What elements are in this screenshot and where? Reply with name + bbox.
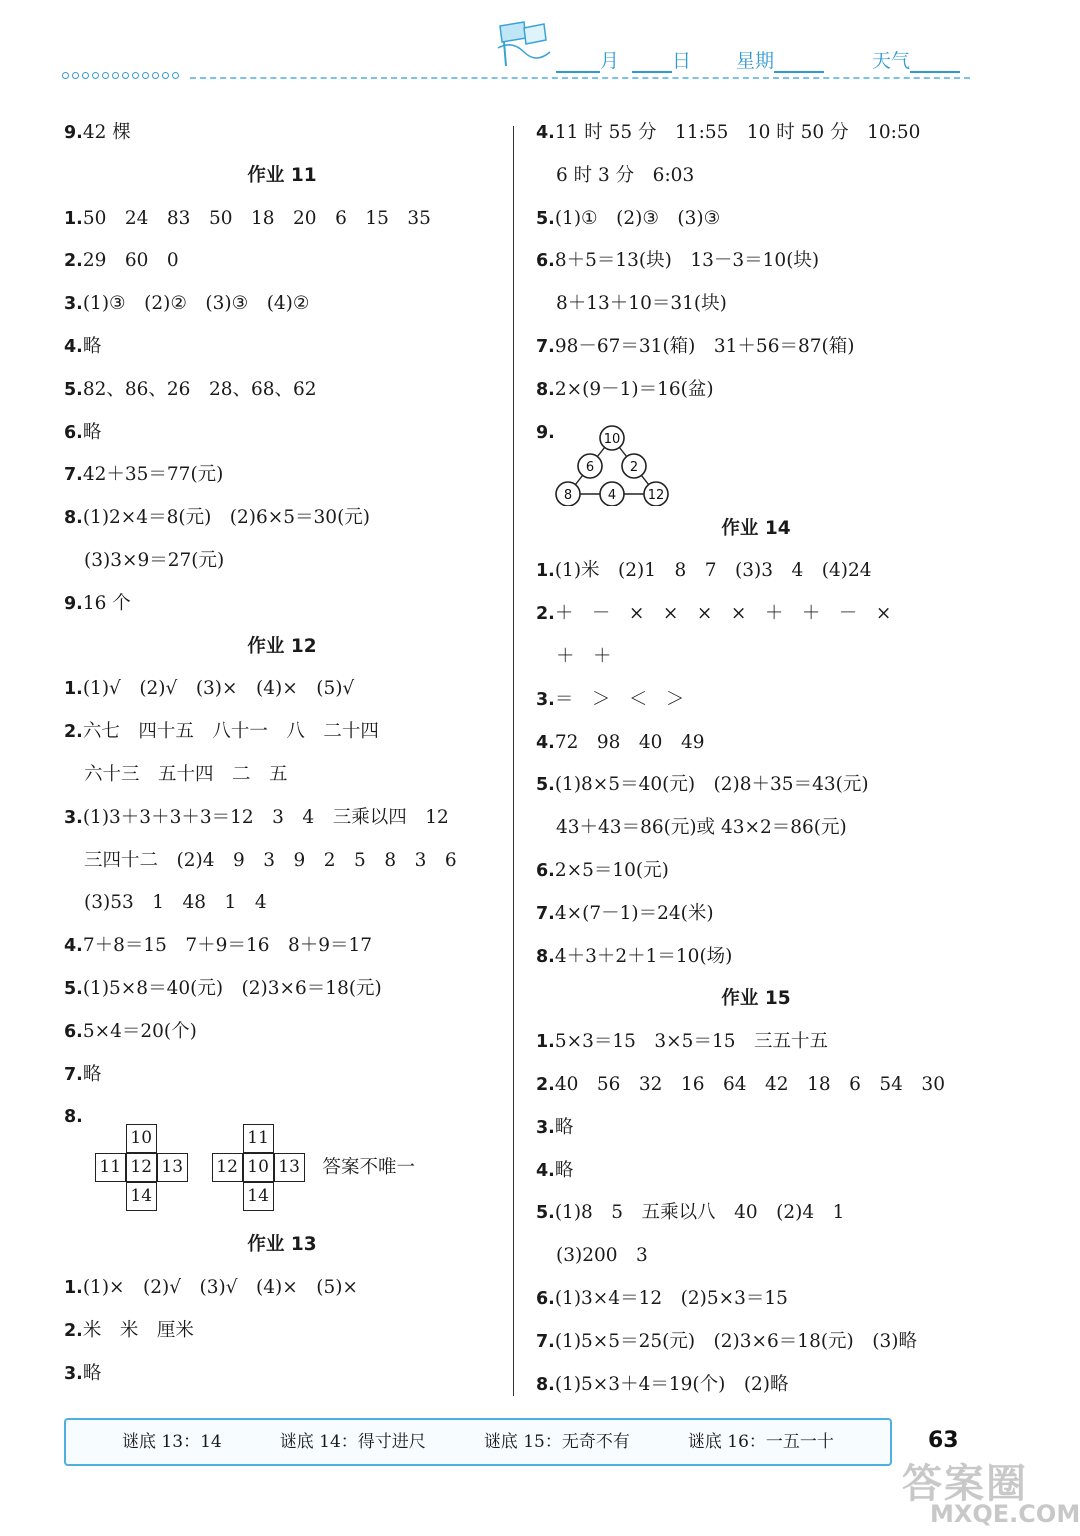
- item-number: 5.: [536, 775, 555, 796]
- answer-text: 42＋35＝77(元): [82, 464, 224, 486]
- answer-row: [536, 679, 976, 722]
- dot-icon: [92, 72, 99, 79]
- item-number: 2.: [536, 604, 555, 625]
- answer-text: ＝ ＞ ＜ ＞: [554, 688, 685, 710]
- item-number: 4.: [64, 336, 83, 357]
- answer-text: (1)× (2)√ (3)√ (4)× (5)×: [82, 1277, 358, 1299]
- answer-text: (1)3＋3＋3＋3＝12 3 4 三乘以四 12: [82, 806, 449, 828]
- answer-row: [536, 764, 976, 807]
- answer-row: [64, 583, 500, 626]
- answer-row: [64, 369, 500, 412]
- item-number: 1.: [64, 1278, 83, 1299]
- answer-text: 2×(9－1)＝16(盆): [554, 378, 714, 400]
- circle-value-mid-left: 6: [585, 459, 595, 475]
- item-number: 3.: [536, 1117, 555, 1138]
- weekday-blank[interactable]: [774, 53, 824, 73]
- answer-row: [64, 925, 500, 968]
- answer-text: 5×4＝20(个): [82, 1020, 197, 1042]
- item-number: 7.: [64, 465, 83, 486]
- riddle-answer-bar: [64, 1418, 892, 1466]
- watermark-logo: 答案圈: [902, 1461, 1028, 1507]
- weather-blank[interactable]: [910, 53, 960, 73]
- dot-icon: [132, 72, 139, 79]
- answer-row: [536, 1364, 976, 1407]
- item-number: 8.: [536, 379, 555, 400]
- section-title-hw13: 作业 13: [247, 1234, 317, 1256]
- answer-text: 11 时 55 分 11:55 10 时 50 分 10:50: [554, 122, 921, 143]
- watermark-url: MXQE.COM: [930, 1500, 1080, 1528]
- answer-text: 略: [554, 1116, 574, 1138]
- dot-icon: [162, 72, 169, 79]
- answer-text: (1)③ (2)② (3)③ (4)②: [82, 293, 310, 315]
- item-number: 5.: [536, 1203, 555, 1224]
- grid-cell-bottom: 14: [243, 1182, 274, 1211]
- answer-row: [64, 198, 500, 241]
- circle-value-bot-mid: 4: [607, 487, 617, 503]
- item-number: 8.: [64, 508, 83, 529]
- answer-text: 6 时 3 分 6:03: [556, 164, 695, 186]
- column-divider: [513, 126, 514, 1396]
- item-number: 6.: [64, 422, 83, 443]
- item-number: 1.: [64, 208, 83, 229]
- item-number: 3.: [64, 294, 83, 315]
- answer-text: 40 56 32 16 64 42 18 6 54 30: [554, 1073, 945, 1095]
- answer-row-continuation: [64, 840, 500, 883]
- riddle-answer-15: 谜底 15：无奇不有: [483, 1432, 630, 1452]
- answer-row-continuation: [536, 636, 976, 679]
- item-number: 8.: [536, 946, 555, 967]
- answer-row: [536, 369, 976, 412]
- answer-row: [536, 1150, 976, 1193]
- cross-grid-1: [95, 1124, 188, 1211]
- month-field[interactable]: [556, 46, 619, 73]
- answer-text: (1)5×8＝40(元) (2)3×6＝18(元): [82, 977, 382, 999]
- answer-text: (1)2×4＝8(元) (2)6×5＝30(元): [82, 507, 371, 529]
- item-number: 7.: [536, 903, 555, 924]
- weekday-field[interactable]: [736, 46, 824, 73]
- item-number: 5.: [64, 978, 83, 999]
- grid-cell-empty: [157, 1124, 188, 1153]
- grid-cell-empty: [274, 1182, 305, 1211]
- item-number: 5.: [536, 208, 555, 229]
- answer-row: [536, 326, 976, 369]
- answer-text: ＋ ＋: [556, 645, 612, 667]
- answer-row: [64, 797, 500, 840]
- answer-row: [64, 454, 500, 497]
- page-header: [0, 0, 1080, 90]
- grid-cell-top: 10: [126, 1124, 157, 1153]
- grid-cell-empty: [95, 1182, 126, 1211]
- grid-cell-empty: [212, 1124, 243, 1153]
- answer-text: 六七 四十五 八十一 八 二十四: [82, 721, 379, 743]
- section-title-hw11: 作业 11: [247, 164, 317, 186]
- grid-cell-empty: [212, 1182, 243, 1211]
- answer-row: [536, 850, 976, 893]
- item-number: 6.: [536, 251, 555, 272]
- answer-text: 5×3＝15 3×5＝15 三五十五: [554, 1031, 828, 1053]
- answer-text: 98－67＝31(箱) 31＋56＝87(箱): [554, 335, 855, 357]
- grid-cell-top: 11: [243, 1124, 274, 1153]
- circle-value-bot-left: 8: [563, 487, 573, 503]
- circle-value-top: 10: [603, 431, 621, 447]
- answer-row: [64, 1054, 500, 1097]
- answer-row: [536, 1192, 976, 1235]
- cross-grid: [95, 1124, 188, 1211]
- answer-row: [536, 1107, 976, 1150]
- answer-row: [64, 668, 500, 711]
- answer-row: [536, 1321, 976, 1364]
- item-number: 6.: [536, 1288, 555, 1309]
- answer-text: 8＋5＝13(块) 13－3＝10(块): [554, 250, 820, 272]
- grid-cell-empty: [95, 1124, 126, 1153]
- item-number: 3.: [64, 1363, 83, 1384]
- answer-row-continuation: [536, 283, 976, 326]
- answer-text: 六十三 五十四 二 五: [84, 763, 288, 785]
- cross-grid-2: [212, 1124, 305, 1211]
- answer-row-continuation: [536, 807, 976, 850]
- answer-row: [536, 1278, 976, 1321]
- answer-text: 29 60 0: [82, 250, 179, 272]
- item-number: 1.: [536, 1032, 555, 1053]
- answer-row-continuation: [536, 1235, 976, 1278]
- answer-row: [64, 711, 500, 754]
- answer-note: 答案不唯一: [322, 1157, 416, 1179]
- circle-value-mid-right: 2: [629, 459, 639, 475]
- answer-text: 50 24 83 50 18 20 6 15 35: [82, 207, 431, 229]
- answer-text: (1)5×3＋4＝19(个) (2)略: [554, 1373, 789, 1395]
- answer-row-continuation: [64, 754, 500, 797]
- circle-value-bot-right: 12: [647, 487, 665, 503]
- section-title-hw15: 作业 15: [721, 988, 791, 1010]
- answer-text: (1)√ (2)√ (3)× (4)× (5)√: [82, 678, 355, 700]
- grid-cell-left: 12: [212, 1153, 243, 1182]
- answer-text: (1)3×4＝12 (2)5×3＝15: [554, 1287, 788, 1309]
- answer-text: (1)① (2)③ (3)③: [554, 207, 721, 229]
- page-number: 63: [928, 1428, 959, 1453]
- answer-row: [64, 283, 500, 326]
- weather-field[interactable]: [872, 46, 960, 73]
- item-number: 1.: [64, 679, 83, 700]
- flag-decoration-icon: [494, 18, 554, 70]
- answer-row: [64, 1011, 500, 1054]
- answer-row: [536, 1021, 976, 1064]
- dot-icon: [102, 72, 109, 79]
- answer-row: [64, 1267, 500, 1310]
- answer-row: [64, 1353, 500, 1396]
- riddle-answer-16: 谜底 16：一五一十: [687, 1432, 834, 1452]
- item-number: 6.: [536, 860, 555, 881]
- answer-row: [64, 240, 500, 283]
- answer-text: 16 个: [82, 592, 131, 614]
- section-title-hw12: 作业 12: [247, 635, 317, 657]
- answer-row: [536, 240, 976, 283]
- answer-text: 略: [82, 1362, 102, 1384]
- dot-icon: [82, 72, 89, 79]
- riddle-answer-13: 谜底 13：14: [122, 1432, 222, 1452]
- item-number: 4.: [536, 732, 555, 753]
- item-number: 2.: [64, 722, 83, 743]
- answer-text: 略: [82, 335, 102, 357]
- answer-text: 8＋13＋10＝31(块): [556, 293, 727, 315]
- item-number: 7.: [64, 1064, 83, 1085]
- grid-cell-center: 10: [243, 1153, 274, 1182]
- answer-row: [64, 968, 500, 1011]
- weekday-label: 星期: [736, 50, 775, 72]
- answer-text: 42 棵: [82, 122, 131, 143]
- answer-text: 略: [82, 421, 102, 443]
- grid-cell-right: 13: [274, 1153, 305, 1182]
- section-title-hw14: 作业 14: [721, 517, 791, 539]
- cross-grid: [212, 1124, 305, 1211]
- answer-row-continuation: [64, 540, 500, 583]
- dot-icon: [62, 72, 69, 79]
- answer-row: [536, 1064, 976, 1107]
- answer-text: (1)米 (2)1 8 7 (3)3 4 (4)24: [554, 560, 872, 582]
- answer-row-q8-grids: [64, 1096, 500, 1224]
- answer-row: [536, 198, 976, 241]
- item-number: 2.: [536, 1074, 555, 1095]
- item-number: 1.: [536, 561, 555, 582]
- item-number: 2.: [64, 1320, 83, 1341]
- item-number: 4.: [64, 936, 83, 957]
- month-label: 月: [600, 50, 620, 72]
- dot-icon: [142, 72, 149, 79]
- month-blank[interactable]: [556, 53, 600, 73]
- answer-text: 43＋43＝86(元)或 43×2＝86(元): [556, 817, 847, 839]
- answer-row: [64, 412, 500, 455]
- grid-cell-empty: [157, 1182, 188, 1211]
- answer-row-continuation: [536, 155, 976, 198]
- answer-text: 72 98 40 49: [554, 731, 705, 753]
- answer-row: [536, 722, 976, 765]
- answer-text: 82、86、26 28、68、62: [82, 378, 317, 400]
- answer-row: [536, 893, 976, 936]
- answer-text: (3)3×9＝27(元): [84, 549, 225, 571]
- item-number: 3.: [536, 689, 555, 710]
- grid-cell-center: 12: [126, 1153, 157, 1182]
- number-triangle-diagram: [554, 422, 674, 506]
- answer-text: 略: [82, 1063, 102, 1085]
- dot-icon: [152, 72, 159, 79]
- day-field[interactable]: [632, 46, 691, 73]
- answer-row: [64, 1310, 500, 1353]
- day-blank[interactable]: [632, 53, 672, 73]
- item-number: 9.: [536, 422, 555, 443]
- item-number: 4.: [536, 1160, 555, 1181]
- answer-row: [536, 112, 976, 155]
- dot-icon: [122, 72, 129, 79]
- item-number: 3.: [64, 807, 83, 828]
- item-number: 7.: [536, 1331, 555, 1352]
- answer-text: 三四十二 (2)4 9 3 9 2 5 8 3 6: [84, 849, 457, 871]
- grid-cell-right: 13: [157, 1153, 188, 1182]
- answer-text: 4×(7－1)＝24(米): [554, 902, 714, 924]
- answer-text: (1)8×5＝40(元) (2)8＋35＝43(元): [554, 774, 869, 796]
- header-divider: [190, 77, 970, 79]
- answer-text: ＋ － × × × × ＋ ＋ － ×: [554, 603, 892, 625]
- grid-cell-empty: [274, 1124, 305, 1153]
- item-number: 4.: [536, 123, 555, 143]
- answer-text: (3)200 3: [556, 1245, 648, 1267]
- grid-cell-left: 11: [95, 1153, 126, 1182]
- item-number: 7.: [536, 336, 555, 357]
- answer-text: 4＋3＋2＋1＝10(场): [554, 945, 733, 967]
- answer-row: [64, 497, 500, 540]
- item-number: 5.: [64, 379, 83, 400]
- answer-row: [64, 112, 500, 155]
- header-dots: [62, 72, 179, 84]
- weather-label: 天气: [872, 50, 911, 72]
- answer-row-continuation: [64, 882, 500, 925]
- item-number: 2.: [64, 251, 83, 272]
- answer-row: [536, 936, 976, 979]
- answer-text: 米 米 厘米: [82, 1319, 194, 1341]
- answer-text: (1)8 5 五乘以八 40 (2)4 1: [554, 1202, 845, 1224]
- item-number: 6.: [64, 1021, 83, 1042]
- item-number: 9.: [64, 593, 83, 614]
- item-number: 9.: [64, 123, 83, 143]
- answer-text: 略: [554, 1159, 574, 1181]
- day-label: 日: [672, 50, 692, 72]
- grid-cell-bottom: 14: [126, 1182, 157, 1211]
- dot-icon: [112, 72, 119, 79]
- answer-text: 2×5＝10(元): [554, 859, 669, 881]
- answer-row-q9-triangle: [536, 412, 976, 508]
- answer-row: [536, 550, 976, 593]
- item-number: 8.: [64, 1107, 83, 1128]
- riddle-bar-text: [64, 1418, 892, 1466]
- dot-icon: [72, 72, 79, 79]
- left-column: [64, 112, 500, 1396]
- item-number: 8.: [536, 1374, 555, 1395]
- answer-row: [536, 593, 976, 636]
- answer-text: 7＋8＝15 7＋9＝16 8＋9＝17: [82, 935, 373, 957]
- answer-text: (3)53 1 48 1 4: [84, 892, 267, 914]
- answer-row: [64, 326, 500, 369]
- riddle-answer-14: 谜底 14：得寸进尺: [279, 1432, 426, 1452]
- right-column: [536, 112, 976, 1406]
- dot-icon: [172, 72, 179, 79]
- answer-text: (1)5×5＝25(元) (2)3×6＝18(元) (3)略: [554, 1330, 917, 1352]
